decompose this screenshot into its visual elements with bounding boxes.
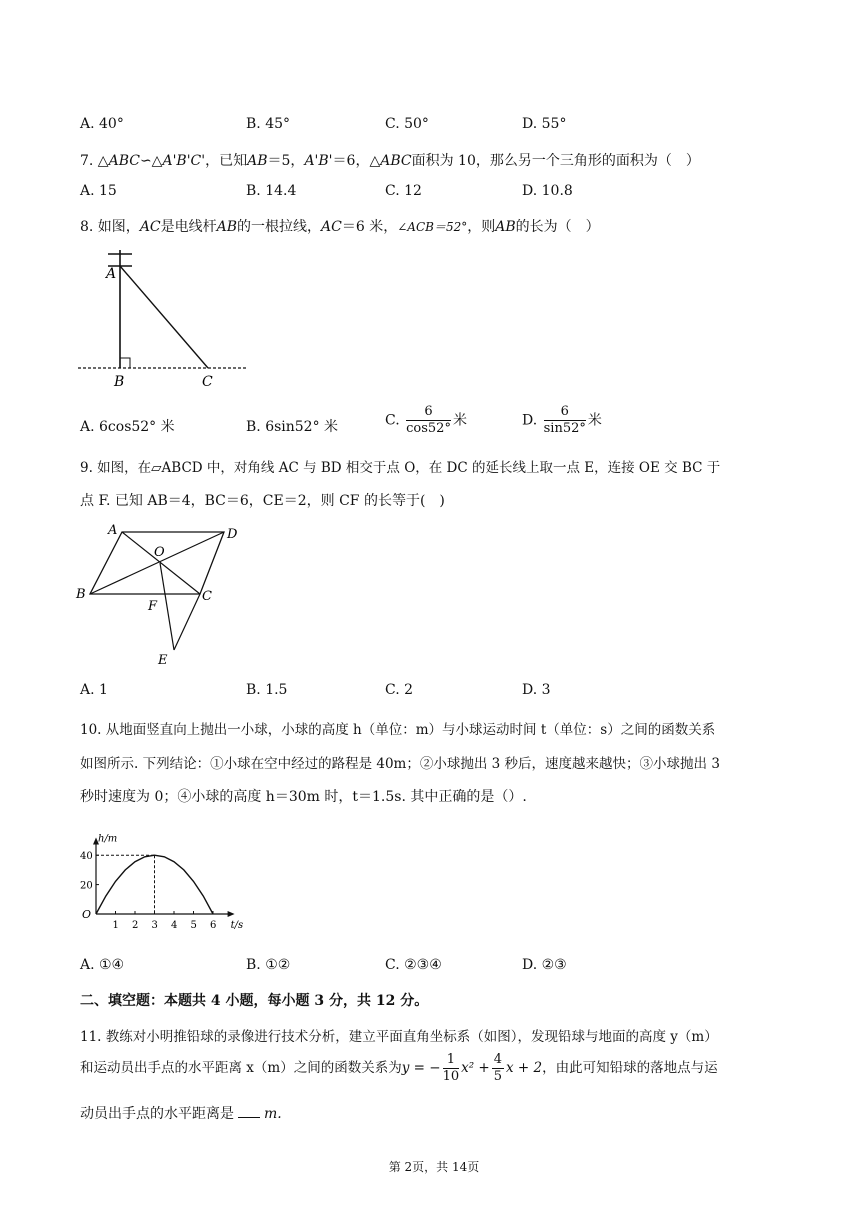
q10-stem-line2: 如图所示. 下列结论：①小球在空中经过的路程是 40m；②小球抛出 3 秒后，速度越来越快；③小球抛出 3: [80, 756, 720, 772]
right-angle-mark: [120, 358, 130, 368]
x-tick-label: 3: [151, 920, 158, 931]
q8-var: AB: [495, 219, 516, 235]
q8-text: ，则: [467, 219, 496, 235]
q11-formula: x² +: [461, 1060, 490, 1076]
y-tick-label: 20: [80, 880, 93, 892]
q7-text: ∽△: [139, 153, 163, 169]
q8-option-c-unit: 米: [452, 412, 467, 429]
x-tick-label: 4: [171, 920, 178, 931]
q8-var: AB: [216, 219, 238, 235]
y-tick-label: 40: [80, 851, 93, 863]
q7-text: ＝5，: [267, 153, 305, 169]
label-o: O: [154, 545, 165, 560]
x-axis-arrow: [228, 911, 235, 917]
q9-stem-line1: 9. 如图，在▱ABCD 中，对角线 AC 与 BD 相交于点 O，在 DC 的延长线上取一点 E，连接 OE 交 BC 于: [80, 460, 721, 476]
q7-var: ABC: [108, 153, 140, 169]
q10-stem-line1: 10. 从地面竖直向上抛出一小球，小球的高度 h（单位：m）与小球运动时间 t（单位：s）之间的函数关系: [80, 722, 716, 738]
q9-stem-line2: 点 F. 已知 AB＝4，BC＝6，CE＝2，则 CF 的长等于( ): [80, 493, 445, 509]
q6-option-b: B. 45°: [246, 116, 291, 132]
q8-option-b: B. 6sin52° 米: [246, 419, 339, 435]
label-b: B: [114, 374, 125, 390]
fraction-denominator: cos52°: [406, 421, 451, 436]
q7-var: AB: [247, 153, 268, 169]
q11-stem-line2: [80, 1052, 718, 1085]
q7-option-d: D. 10.8: [522, 183, 573, 199]
guy-wire: [120, 266, 208, 368]
q6-option-c: C. 50°: [385, 116, 429, 132]
q8-var: AC: [321, 219, 342, 235]
q11-stem-line1: 11. 教练对小明推铅球的录像进行技术分析，建立平面直角坐标系（如图），发现铅球与地面的高度 y（m）: [80, 1029, 718, 1045]
fraction-numerator: 4: [493, 1052, 503, 1067]
label-a: A: [106, 266, 117, 282]
page-footer: 第 2页，共 14页: [388, 1160, 480, 1174]
q11-fraction-2: [492, 1052, 504, 1085]
q7-option-b: B. 14.4: [246, 183, 297, 199]
q10-option-c: C. ②③④: [385, 957, 442, 973]
diagonal-ac: [122, 532, 200, 594]
q10-chart: [72, 812, 252, 940]
q11-unit: m.: [264, 1106, 282, 1122]
segment-oe: [160, 563, 174, 650]
q8-stem: [80, 216, 600, 236]
extension-ce: [174, 594, 200, 650]
q8-option-c-label: C.: [385, 412, 400, 429]
q8-angle: ∠ACB＝52°: [397, 220, 468, 234]
parabola-curve: [96, 855, 213, 914]
label-c: C: [202, 589, 212, 604]
q8-text: 是电线杆: [160, 219, 217, 235]
q7-text: 面积为 10，那么另一个三角形的面积为（ ）: [411, 153, 700, 169]
q11-text: ，由此可知铅球的落地点与运: [542, 1060, 718, 1076]
fraction-denominator: sin52°: [543, 421, 586, 436]
x-tick-label: 6: [210, 920, 217, 931]
q7-var: A'B'C': [162, 153, 206, 169]
fraction-numerator: 6: [544, 404, 586, 421]
q7-option-a: A. 15: [80, 183, 117, 199]
q8-option-d: [522, 404, 602, 437]
q11-formula: y = −: [401, 1060, 441, 1076]
q10-stem-line3: 秒时速度为 0；④小球的高度 h＝30m 时，t＝1.5s. 其中正确的是（）.: [80, 789, 527, 805]
label-d: D: [227, 527, 238, 542]
q7-stem: [80, 150, 700, 170]
q8-option-c: [385, 404, 467, 437]
label-c: C: [202, 374, 213, 390]
q8-option-d-fraction: [544, 404, 586, 437]
q11-formula: x + 2: [506, 1060, 543, 1076]
x-tick-label: 2: [132, 920, 139, 931]
q8-option-c-fraction: [406, 404, 451, 437]
q11-fraction-1: [443, 1052, 460, 1085]
q7-text: 7. △: [80, 153, 109, 169]
q10-option-d: D. ②③: [522, 957, 567, 973]
q8-text: 8. 如图，: [80, 219, 140, 235]
q8-var: AC: [139, 219, 161, 235]
q6-option-a: A. 40°: [80, 116, 124, 132]
q9-figure: [74, 520, 254, 670]
answer-blank[interactable]: [238, 1105, 260, 1118]
x-axis-label: t/s: [230, 920, 244, 931]
q10-option-a: A. ①④: [80, 957, 125, 973]
q7-var: A'B': [304, 153, 333, 169]
q8-figure: [74, 246, 254, 392]
q11-text: 动员出手点的水平距离是: [80, 1106, 234, 1122]
fraction-denominator: 5: [493, 1069, 503, 1084]
q7-option-c: C. 12: [385, 183, 422, 199]
q7-text: ＝6，△: [332, 153, 381, 169]
q8-option-a: A. 6cos52° 米: [80, 419, 175, 435]
q7-var: ABC: [380, 153, 412, 169]
label-e: E: [158, 653, 168, 668]
q6-option-d: D. 55°: [522, 116, 567, 132]
label-a: A: [108, 523, 118, 538]
q11-text: 和运动员出手点的水平距离 x（m）之间的函数关系为: [80, 1060, 402, 1076]
q9-option-d: D. 3: [522, 682, 551, 698]
q8-text: 的一根拉线，: [237, 219, 322, 235]
q9-option-c: C. 2: [385, 682, 414, 698]
q8-option-d-label: D.: [522, 412, 538, 429]
x-tick-label: 5: [190, 920, 197, 931]
q8-text: ＝6 米，: [341, 219, 398, 235]
q10-option-b: B. ①②: [246, 957, 291, 973]
fraction-numerator: 6: [406, 404, 451, 421]
q9-option-b: B. 1.5: [246, 682, 288, 698]
q8-option-d-unit: 米: [587, 412, 602, 429]
fraction-denominator: 10: [442, 1069, 460, 1084]
x-tick-label: 1: [112, 920, 119, 931]
section-2-title: 二、填空题：本题共 4 小题，每小题 3 分，共 12 分。: [80, 993, 429, 1009]
fraction-numerator: 1: [443, 1052, 460, 1069]
origin-label: O: [82, 908, 92, 921]
label-b: B: [76, 587, 86, 602]
label-f: F: [148, 599, 158, 614]
q7-text: ，已知: [205, 153, 248, 169]
q11-stem-line3: [80, 1103, 282, 1123]
q9-option-a: A. 1: [80, 682, 108, 698]
q8-text: 的长为（ ）: [515, 219, 600, 235]
y-axis-label: h/m: [98, 833, 118, 845]
